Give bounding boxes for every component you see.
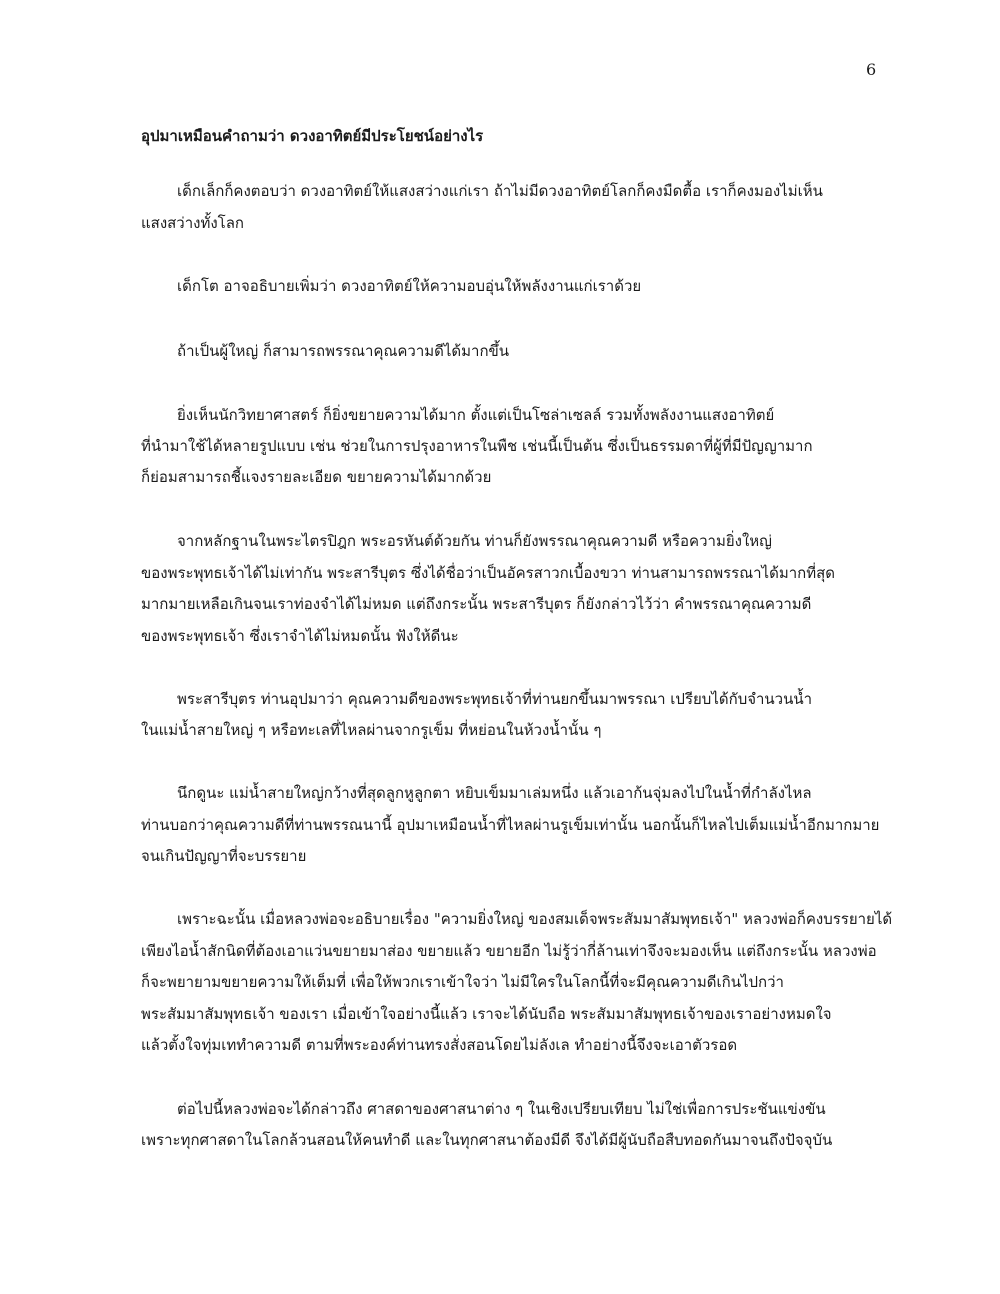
- text-line: ก็ย่อมสามารถชี้แจงรายละเอียด ขยายความได้มากด้วย: [141, 468, 492, 486]
- text-line: ต่อไปนี้หลวงพ่อจะได้กล่าวถึง ศาสดาของศาสนาต่าง ๆ ในเชิงเปรียบเทียบ ไม่ใช่เพื่อการประชันแข่งขัน: [177, 1100, 826, 1118]
- page-number: 6: [866, 60, 877, 79]
- text-line: เด็กเล็กก็คงตอบว่า ดวงอาทิตย์ให้แสงสว่างแก่เรา ถ้าไม่มีดวงอาทิตย์โลกก็คงมืดตื้อ เราก็คงมองไม่เห็น: [177, 182, 823, 200]
- text-line: ถ้าเป็นผู้ใหญ่ ก็สามารถพรรณาคุณความดีได้มากขึ้น: [177, 342, 510, 360]
- text-line: ในแม่น้ำสายใหญ่ ๆ หรือทะเลที่ไหลผ่านจากรูเข็ม ที่หย่อนในห้วงน้ำนั้น ๆ: [141, 721, 602, 739]
- text-line: ของพระพุทธเจ้า ซึ่งเราจำได้ไม่หมดนั้น ฟังให้ดีนะ: [141, 627, 459, 645]
- text-line: ท่านบอกว่าคุณความดีที่ท่านพรรณนานี้ อุปมาเหมือนน้ำที่ไหลผ่านรูเข็มเท่านั้น นอกนั้นก็ไหลไปเต็มแม่น้ำอีกมากมาย: [141, 816, 880, 834]
- text-line: ยิ่งเห็นนักวิทยาศาสตร์ ก็ยิ่งขยายความได้มาก ตั้งแต่เป็นโซล่าเซลล์ รวมทั้งพลังงานแสงอาทิตย์: [177, 406, 775, 424]
- text-line: ก็จะพยายามขยายความให้เต็มที่ เพื่อให้พวกเราเข้าใจว่า ไม่มีใครในโลกนี้ที่จะมีคุณความดีเกินไปกว่า: [141, 973, 784, 991]
- text-line: จนเกินปัญญาที่จะบรรยาย: [141, 847, 307, 865]
- text-line: ของพระพุทธเจ้าได้ไม่เท่ากัน พระสารีบุตร ซึ่งได้ชื่อว่าเป็นอัครสาวกเบื้องขวา ท่านสามารถพรรณาได้มากที่สุด: [141, 564, 835, 582]
- text-line: เพราะฉะนั้น เมื่อหลวงพ่อจะอธิบายเรื่อง "ความยิ่งใหญ่ ของสมเด็จพระสัมมาสัมพุทธเจ้า" หลวงพ่อก็คงบรรยายได้: [177, 910, 893, 928]
- text-line: มากมายเหลือเกินจนเราท่องจำได้ไม่หมด แต่ถึงกระนั้น พระสารีบุตร ก็ยังกล่าวไว้ว่า คำพรรณาคุณความดี: [141, 595, 812, 613]
- text-line: เพียงไอน้ำสักนิดที่ต้องเอาแว่นขยายมาส่อง ขยายแล้ว ขยายอีก ไม่รู้ว่ากี่ล้านเท่าจึงจะมองเห็น แต่ถึงกระนั้น หลวงพ่อ: [141, 942, 877, 960]
- page-heading: อุปมาเหมือนคำถามว่า ดวงอาทิตย์มีประโยชน์อย่างไร: [141, 127, 484, 145]
- text-line: ที่นำมาใช้ได้หลายรูปแบบ เช่น ช่วยในการปรุงอาหารในพืช เช่นนี้เป็นต้น ซึ่งเป็นธรรมดาที่ผู้ที่มีปัญญามาก: [141, 437, 813, 455]
- text-line: จากหลักฐานในพระไตรปิฎก พระอรหันต์ด้วยกัน ท่านก็ยังพรรณาคุณความดี หรือความยิ่งใหญ่: [177, 532, 772, 550]
- text-line: พระสารีบุตร ท่านอุปมาว่า คุณความดีของพระพุทธเจ้าที่ท่านยกขึ้นมาพรรณา เปรียบได้กับจำนวนน้ำ: [177, 690, 813, 708]
- text-line: เด็กโต อาจอธิบายเพิ่มว่า ดวงอาทิตย์ให้ความอบอุ่นให้พลังงานแก่เราด้วย: [177, 277, 642, 295]
- text-line: แสงสว่างทั้งโลก: [141, 214, 245, 232]
- text-line: เพราะทุกศาสดาในโลกล้วนสอนให้คนทำดี และในทุกศาสนาต้องมีดี จึงได้มีผู้นับถือสืบทอดกันมาจนถึงปัจจุบัน: [141, 1131, 833, 1149]
- text-line: แล้วตั้งใจทุ่มเททำความดี ตามที่พระองค์ท่านทรงสั่งสอนโดยไม่ลังเล ทำอย่างนี้จึงจะเอาตัวรอด: [141, 1036, 738, 1054]
- text-line: พระสัมมาสัมพุทธเจ้า ของเรา เมื่อเข้าใจอย่างนี้แล้ว เราจะได้นับถือ พระสัมมาสัมพุทธเจ้าของเราอย่างหมดใจ: [141, 1005, 832, 1023]
- text-line: นึกดูนะ แม่น้ำสายใหญ่กว้างที่สุดลูกหูลูกตา หยิบเข็มมาเล่มหนึ่ง แล้วเอาก้นจุ่มลงไปในน้ำที่กำลังไหล: [177, 784, 812, 802]
